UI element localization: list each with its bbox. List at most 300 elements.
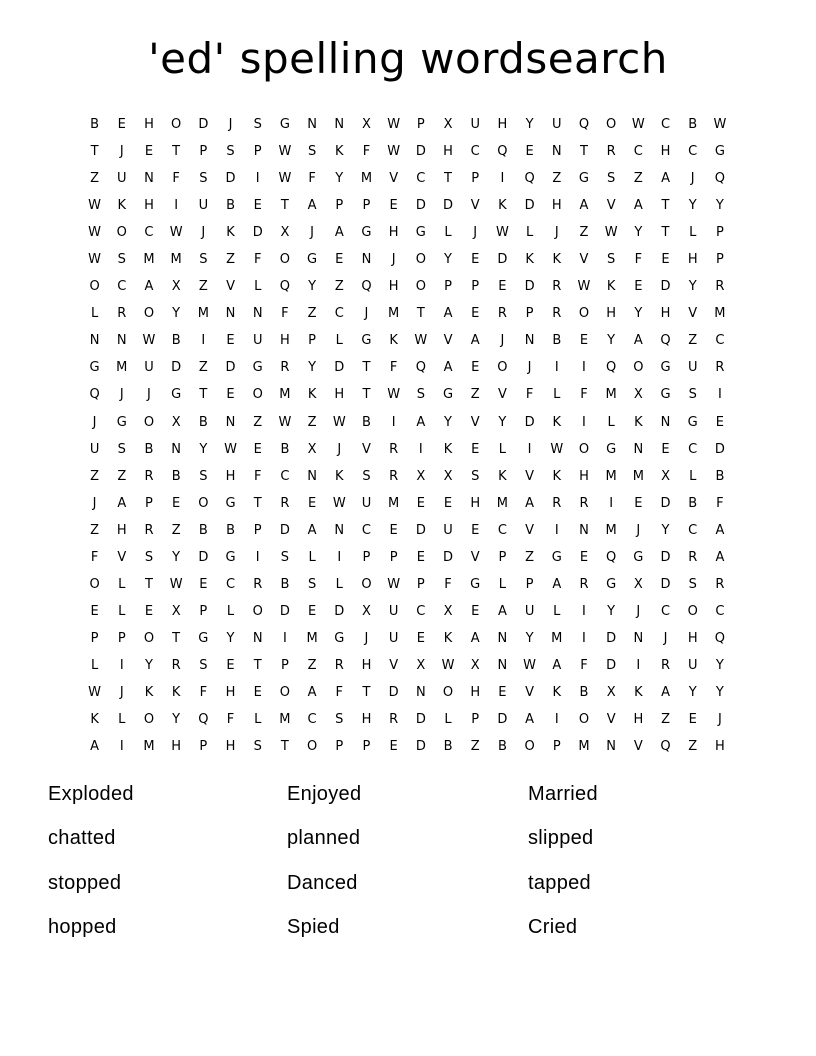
grid-cell: S bbox=[144, 549, 154, 565]
grid-cell: E bbox=[498, 279, 507, 295]
grid-cell: F bbox=[389, 360, 398, 376]
grid-cell: H bbox=[551, 198, 562, 214]
grid-cell: I bbox=[582, 360, 586, 376]
grid-cell: H bbox=[443, 144, 453, 160]
grid-cell: N bbox=[524, 333, 535, 349]
word-list-item: hopped bbox=[48, 916, 117, 939]
grid-cell: C bbox=[660, 117, 671, 133]
grid-cell: Z bbox=[525, 549, 535, 565]
grid-cell: T bbox=[280, 739, 289, 755]
grid-cell: R bbox=[661, 657, 671, 673]
grid-cell: K bbox=[335, 468, 344, 484]
grid-cell: Z bbox=[552, 171, 562, 187]
grid-cell: F bbox=[362, 144, 371, 160]
grid-cell: E bbox=[253, 441, 262, 457]
grid-cell: L bbox=[254, 712, 262, 728]
grid-cell: A bbox=[633, 198, 643, 214]
grid-cell: D bbox=[334, 603, 345, 619]
grid-cell: Y bbox=[688, 685, 697, 700]
grid-cell: H bbox=[361, 712, 372, 728]
grid-cell: B bbox=[226, 522, 235, 538]
grid-cell: K bbox=[117, 198, 127, 214]
word-list-item: Danced bbox=[287, 871, 358, 894]
grid-cell: Y bbox=[607, 333, 616, 349]
grid-cell: G bbox=[415, 225, 426, 241]
grid-cell: A bbox=[661, 685, 670, 700]
word-list-item: Married bbox=[528, 782, 598, 805]
grid-cell: Z bbox=[171, 522, 181, 538]
grid-cell: C bbox=[497, 522, 507, 538]
grid-cell: G bbox=[442, 387, 454, 403]
grid-row bbox=[81, 192, 734, 219]
grid-cell: E bbox=[661, 441, 670, 457]
grid-cell: R bbox=[579, 576, 589, 592]
grid-cell: N bbox=[334, 117, 345, 133]
grid-cell: U bbox=[687, 657, 698, 673]
grid-cell: L bbox=[118, 576, 126, 592]
grid-cell: Q bbox=[606, 549, 617, 565]
grid-cell: L bbox=[308, 549, 316, 565]
grid-cell: K bbox=[606, 279, 616, 295]
grid-cell: Q bbox=[714, 171, 726, 187]
grid-cell: O bbox=[171, 117, 182, 133]
grid-cell: B bbox=[688, 117, 698, 133]
grid-cell: J bbox=[663, 630, 668, 646]
grid-cell: D bbox=[252, 225, 263, 241]
grid-cell: Z bbox=[198, 279, 208, 295]
grid-cell: N bbox=[171, 441, 182, 457]
grid-cell: S bbox=[335, 712, 344, 728]
grid-cell: E bbox=[579, 549, 589, 565]
grid-cell: Y bbox=[226, 630, 235, 646]
grid-cell: E bbox=[471, 603, 480, 619]
grid-cell: O bbox=[524, 739, 535, 755]
grid-cell: L bbox=[444, 225, 452, 241]
grid-cell: B bbox=[90, 117, 100, 133]
grid-cell: C bbox=[117, 279, 127, 295]
grid-cell: E bbox=[226, 333, 235, 349]
grid-cell: Z bbox=[334, 279, 344, 295]
grid-cell: O bbox=[633, 360, 644, 376]
grid-cell: X bbox=[416, 468, 426, 484]
grid-cell: J bbox=[391, 252, 396, 268]
word-list-item: Enjoyed bbox=[287, 782, 362, 805]
grid-cell: D bbox=[660, 576, 671, 592]
grid-cell: N bbox=[225, 306, 236, 322]
grid-cell: J bbox=[119, 685, 124, 700]
grid-cell: C bbox=[688, 441, 698, 457]
grid-cell: R bbox=[715, 360, 725, 376]
grid-cell: V bbox=[579, 252, 589, 268]
grid-cell: M bbox=[197, 306, 209, 322]
grid-cell: J bbox=[147, 387, 151, 403]
grid-cell: Y bbox=[498, 414, 507, 430]
grid-cell: F bbox=[716, 495, 724, 511]
grid-cell: E bbox=[199, 576, 208, 592]
grid-cell: L bbox=[335, 333, 343, 349]
grid-cell: N bbox=[551, 144, 562, 160]
grid-cell: W bbox=[88, 685, 102, 700]
grid-cell: M bbox=[143, 739, 155, 755]
grid-cell: W bbox=[441, 657, 455, 673]
grid-cell: D bbox=[225, 171, 236, 187]
grid-cell: E bbox=[117, 117, 126, 133]
grid-cell: D bbox=[524, 198, 535, 214]
grid-cell: P bbox=[90, 630, 99, 646]
grid-cell: R bbox=[389, 441, 399, 457]
grid-cell: S bbox=[199, 171, 208, 187]
word-list-item: tapped bbox=[528, 871, 591, 894]
grid-cell: W bbox=[387, 144, 401, 160]
grid-cell: J bbox=[119, 387, 124, 403]
grid-cell: F bbox=[580, 387, 588, 403]
grid-cell: I bbox=[636, 657, 641, 673]
grid-cell: Q bbox=[361, 279, 372, 295]
grid-cell: Y bbox=[715, 198, 724, 214]
grid-cell: R bbox=[688, 549, 698, 565]
grid-cell: K bbox=[307, 387, 317, 403]
grid-cell: G bbox=[334, 630, 345, 646]
grid-cell: Q bbox=[279, 279, 291, 295]
grid-cell: H bbox=[660, 144, 671, 160]
grid-cell: L bbox=[553, 603, 561, 619]
grid-cell: W bbox=[523, 657, 537, 673]
grid-cell: G bbox=[307, 252, 318, 268]
grid-cell: J bbox=[310, 225, 315, 241]
grid-cell: V bbox=[362, 441, 371, 457]
grid-cell: A bbox=[552, 576, 562, 592]
grid-cell: H bbox=[280, 333, 290, 349]
grid-cell: A bbox=[579, 198, 589, 214]
grid-cell: W bbox=[88, 225, 102, 241]
grid-cell: A bbox=[307, 685, 317, 700]
grid-cell: N bbox=[144, 171, 154, 187]
grid-cell: Q bbox=[578, 117, 590, 133]
grid-cell: D bbox=[198, 549, 209, 565]
grid-cell: J bbox=[717, 712, 722, 728]
grid-cell: Z bbox=[661, 712, 670, 728]
grid-cell: R bbox=[334, 657, 344, 673]
grid-cell: P bbox=[308, 333, 317, 349]
grid-cell: A bbox=[334, 225, 344, 241]
grid-cell: K bbox=[443, 441, 453, 457]
grid-cell: O bbox=[279, 252, 291, 268]
grid-cell: E bbox=[307, 603, 317, 619]
grid-cell: B bbox=[715, 468, 725, 484]
grid-cell: P bbox=[253, 522, 262, 538]
grid-cell: K bbox=[226, 225, 235, 241]
grid-cell: O bbox=[89, 279, 100, 295]
grid-cell: P bbox=[199, 144, 208, 160]
grid-cell: V bbox=[633, 739, 643, 755]
grid-cell: Y bbox=[525, 630, 534, 646]
word-list-item: Spied bbox=[287, 916, 340, 939]
grid-cell: T bbox=[199, 387, 208, 403]
grid-cell: O bbox=[442, 685, 454, 700]
grid-cell: E bbox=[226, 657, 235, 673]
grid-cell: H bbox=[361, 657, 372, 673]
grid-cell: I bbox=[119, 739, 124, 755]
grid-cell: T bbox=[253, 495, 262, 511]
grid-cell: I bbox=[582, 630, 586, 646]
grid-cell: I bbox=[554, 360, 559, 376]
grid-cell: J bbox=[201, 225, 206, 241]
grid-cell: O bbox=[415, 252, 426, 268]
grid-cell: P bbox=[389, 549, 398, 565]
grid-cell: X bbox=[280, 225, 290, 241]
grid-cell: U bbox=[361, 495, 372, 511]
grid-cell: S bbox=[688, 387, 697, 403]
grid-cell: U bbox=[144, 360, 154, 376]
grid-cell: A bbox=[144, 279, 154, 295]
grid-cell: R bbox=[144, 522, 154, 538]
grid-cell: E bbox=[498, 685, 507, 700]
grid-cell: F bbox=[90, 549, 99, 565]
grid-cell: I bbox=[582, 414, 586, 430]
grid-cell: U bbox=[198, 198, 209, 214]
grid-cell: C bbox=[470, 144, 480, 160]
grid-cell: L bbox=[525, 225, 534, 241]
grid-cell: P bbox=[362, 739, 371, 755]
grid-cell: G bbox=[660, 360, 671, 376]
grid-cell: L bbox=[226, 603, 235, 619]
grid-cell: E bbox=[416, 630, 425, 646]
grid-cell: A bbox=[552, 657, 562, 673]
grid-cell: Q bbox=[198, 712, 209, 728]
page-title: 'ed' spelling wordsearch bbox=[148, 34, 668, 83]
grid-cell: P bbox=[715, 252, 724, 268]
grid-cell: E bbox=[226, 387, 235, 403]
grid-cell: W bbox=[169, 576, 183, 592]
grid-row bbox=[81, 598, 734, 625]
grid-cell: P bbox=[335, 739, 344, 755]
grid-cell: K bbox=[498, 198, 507, 214]
grid-cell: R bbox=[144, 468, 154, 484]
grid-cell: K bbox=[552, 685, 562, 700]
grid-cell: Z bbox=[579, 225, 589, 241]
grid-row bbox=[81, 381, 734, 408]
grid-cell: A bbox=[661, 171, 670, 187]
grid-cell: S bbox=[199, 657, 208, 673]
grid-cell: G bbox=[606, 576, 617, 592]
grid-cell: K bbox=[634, 414, 643, 430]
grid-row bbox=[81, 300, 734, 327]
grid-cell: M bbox=[279, 712, 291, 728]
grid-cell: Q bbox=[524, 171, 535, 187]
grid-cell: Q bbox=[660, 739, 671, 755]
grid-cell: E bbox=[307, 495, 317, 511]
grid-cell: D bbox=[606, 630, 617, 646]
grid-cell: R bbox=[117, 306, 127, 322]
grid-cell: M bbox=[388, 495, 400, 511]
grid-cell: B bbox=[579, 685, 589, 700]
grid-row bbox=[81, 409, 734, 436]
grid-cell: T bbox=[444, 171, 452, 187]
grid-cell: L bbox=[607, 414, 615, 430]
grid-cell: C bbox=[416, 603, 426, 619]
grid-cell: Z bbox=[253, 414, 263, 430]
grid-cell: E bbox=[389, 198, 398, 214]
grid-cell: S bbox=[471, 468, 480, 484]
grid-cell: X bbox=[171, 603, 181, 619]
grid-row bbox=[81, 652, 734, 679]
grid-cell: H bbox=[171, 739, 182, 755]
grid-cell: X bbox=[633, 387, 643, 403]
grid-cell: Z bbox=[90, 171, 100, 187]
grid-cell: V bbox=[525, 522, 535, 538]
grid-cell: V bbox=[389, 657, 399, 673]
grid-cell: P bbox=[416, 576, 425, 592]
grid-cell: C bbox=[225, 576, 236, 592]
grid-cell: T bbox=[90, 144, 99, 160]
grid-cell: A bbox=[497, 603, 507, 619]
grid-cell: A bbox=[715, 549, 725, 565]
grid-cell: B bbox=[443, 739, 453, 755]
grid-cell: H bbox=[633, 712, 644, 728]
grid-cell: R bbox=[715, 576, 725, 592]
grid-cell: N bbox=[633, 441, 644, 457]
grid-cell: N bbox=[225, 414, 236, 430]
grid-cell: B bbox=[198, 522, 208, 538]
grid-cell: L bbox=[118, 712, 126, 728]
grid-cell: V bbox=[117, 549, 127, 565]
grid-cell: R bbox=[253, 576, 263, 592]
grid-cell: R bbox=[171, 657, 181, 673]
grid-cell: P bbox=[471, 171, 480, 187]
grid-cell: J bbox=[228, 117, 233, 133]
grid-cell: R bbox=[389, 712, 399, 728]
grid-cell: C bbox=[334, 306, 344, 322]
grid-cell: I bbox=[418, 441, 423, 457]
grid-cell: X bbox=[443, 603, 453, 619]
grid-cell: E bbox=[416, 549, 425, 565]
grid-cell: K bbox=[443, 630, 453, 646]
grid-cell: G bbox=[225, 495, 236, 511]
grid-cell: K bbox=[171, 685, 181, 700]
grid-cell: N bbox=[606, 739, 617, 755]
grid-cell: X bbox=[362, 603, 371, 619]
grid-cell: Z bbox=[90, 522, 100, 538]
grid-cell: Q bbox=[497, 144, 508, 160]
grid-cell: Q bbox=[714, 630, 726, 646]
grid-cell: W bbox=[387, 117, 401, 133]
grid-cell: D bbox=[660, 495, 671, 511]
grid-cell: B bbox=[280, 441, 290, 457]
grid-cell: I bbox=[201, 333, 206, 349]
grid-cell: L bbox=[118, 603, 126, 619]
grid-cell: Z bbox=[307, 414, 317, 430]
grid-row bbox=[81, 625, 734, 652]
grid-cell: I bbox=[582, 603, 586, 619]
grid-cell: T bbox=[579, 144, 588, 160]
grid-cell: G bbox=[171, 387, 182, 403]
grid-cell: E bbox=[471, 360, 480, 376]
grid-cell: D bbox=[198, 117, 209, 133]
grid-cell: X bbox=[633, 576, 643, 592]
grid-row bbox=[81, 246, 734, 273]
grid-cell: C bbox=[688, 522, 698, 538]
grid-cell: I bbox=[391, 414, 396, 430]
grid-cell: M bbox=[632, 468, 644, 484]
grid-cell: H bbox=[144, 198, 154, 214]
grid-cell: X bbox=[443, 468, 453, 484]
grid-cell: V bbox=[525, 685, 535, 700]
grid-cell: N bbox=[252, 306, 263, 322]
grid-cell: M bbox=[116, 360, 128, 376]
grid-cell: M bbox=[170, 252, 182, 268]
grid-cell: H bbox=[715, 739, 725, 755]
grid-cell: F bbox=[308, 171, 316, 187]
grid-cell: E bbox=[661, 252, 670, 268]
grid-cell: Y bbox=[715, 685, 724, 700]
grid-cell: N bbox=[579, 522, 589, 538]
grid-cell: S bbox=[226, 144, 235, 160]
grid-cell: N bbox=[307, 468, 317, 484]
grid-cell: M bbox=[143, 252, 155, 268]
grid-cell: K bbox=[90, 712, 99, 728]
grid-cell: F bbox=[525, 387, 534, 403]
grid-cell: N bbox=[361, 252, 372, 268]
grid-cell: A bbox=[470, 630, 480, 646]
grid-cell: M bbox=[605, 522, 617, 538]
grid-cell: E bbox=[389, 739, 398, 755]
grid-cell: E bbox=[144, 144, 154, 160]
grid-cell: D bbox=[334, 360, 345, 376]
grid-cell: I bbox=[609, 495, 614, 511]
grid-cell: L bbox=[444, 712, 452, 728]
grid-row bbox=[81, 544, 734, 571]
grid-cell: N bbox=[307, 117, 317, 133]
grid-cell: I bbox=[119, 657, 124, 673]
grid-cell: H bbox=[470, 685, 481, 700]
grid-cell: H bbox=[660, 306, 671, 322]
grid-cell: R bbox=[552, 495, 562, 511]
grid-cell: Y bbox=[335, 171, 344, 187]
grid-cell: Y bbox=[199, 441, 208, 457]
grid-cell: G bbox=[279, 117, 290, 133]
grid-cell: D bbox=[225, 360, 236, 376]
grid-row bbox=[81, 111, 734, 138]
grid-cell: O bbox=[415, 279, 426, 295]
grid-cell: L bbox=[90, 306, 99, 322]
grid-cell: Z bbox=[633, 171, 643, 187]
grid-cell: J bbox=[527, 360, 532, 376]
grid-cell: I bbox=[337, 549, 342, 565]
grid-cell: O bbox=[252, 603, 263, 619]
grid-cell: O bbox=[687, 603, 698, 619]
grid-cell: F bbox=[253, 252, 262, 268]
grid-cell: S bbox=[117, 252, 126, 268]
grid-cell: E bbox=[471, 441, 480, 457]
grid-cell: F bbox=[199, 685, 208, 700]
word-list bbox=[48, 772, 768, 950]
grid-cell: E bbox=[688, 712, 697, 728]
grid-cell: G bbox=[714, 144, 725, 160]
grid-cell: G bbox=[252, 360, 263, 376]
grid-cell: M bbox=[306, 630, 318, 646]
grid-cell: D bbox=[443, 198, 454, 214]
grid-cell: D bbox=[714, 441, 725, 457]
grid-cell: A bbox=[90, 739, 100, 755]
grid-cell: T bbox=[362, 387, 371, 403]
grid-cell: D bbox=[524, 279, 535, 295]
grid-cell: X bbox=[362, 117, 371, 133]
grid-cell: K bbox=[525, 252, 534, 268]
grid-cell: G bbox=[578, 171, 589, 187]
grid-cell: M bbox=[551, 630, 563, 646]
grid-cell: C bbox=[307, 712, 317, 728]
grid-cell: Y bbox=[172, 306, 181, 322]
